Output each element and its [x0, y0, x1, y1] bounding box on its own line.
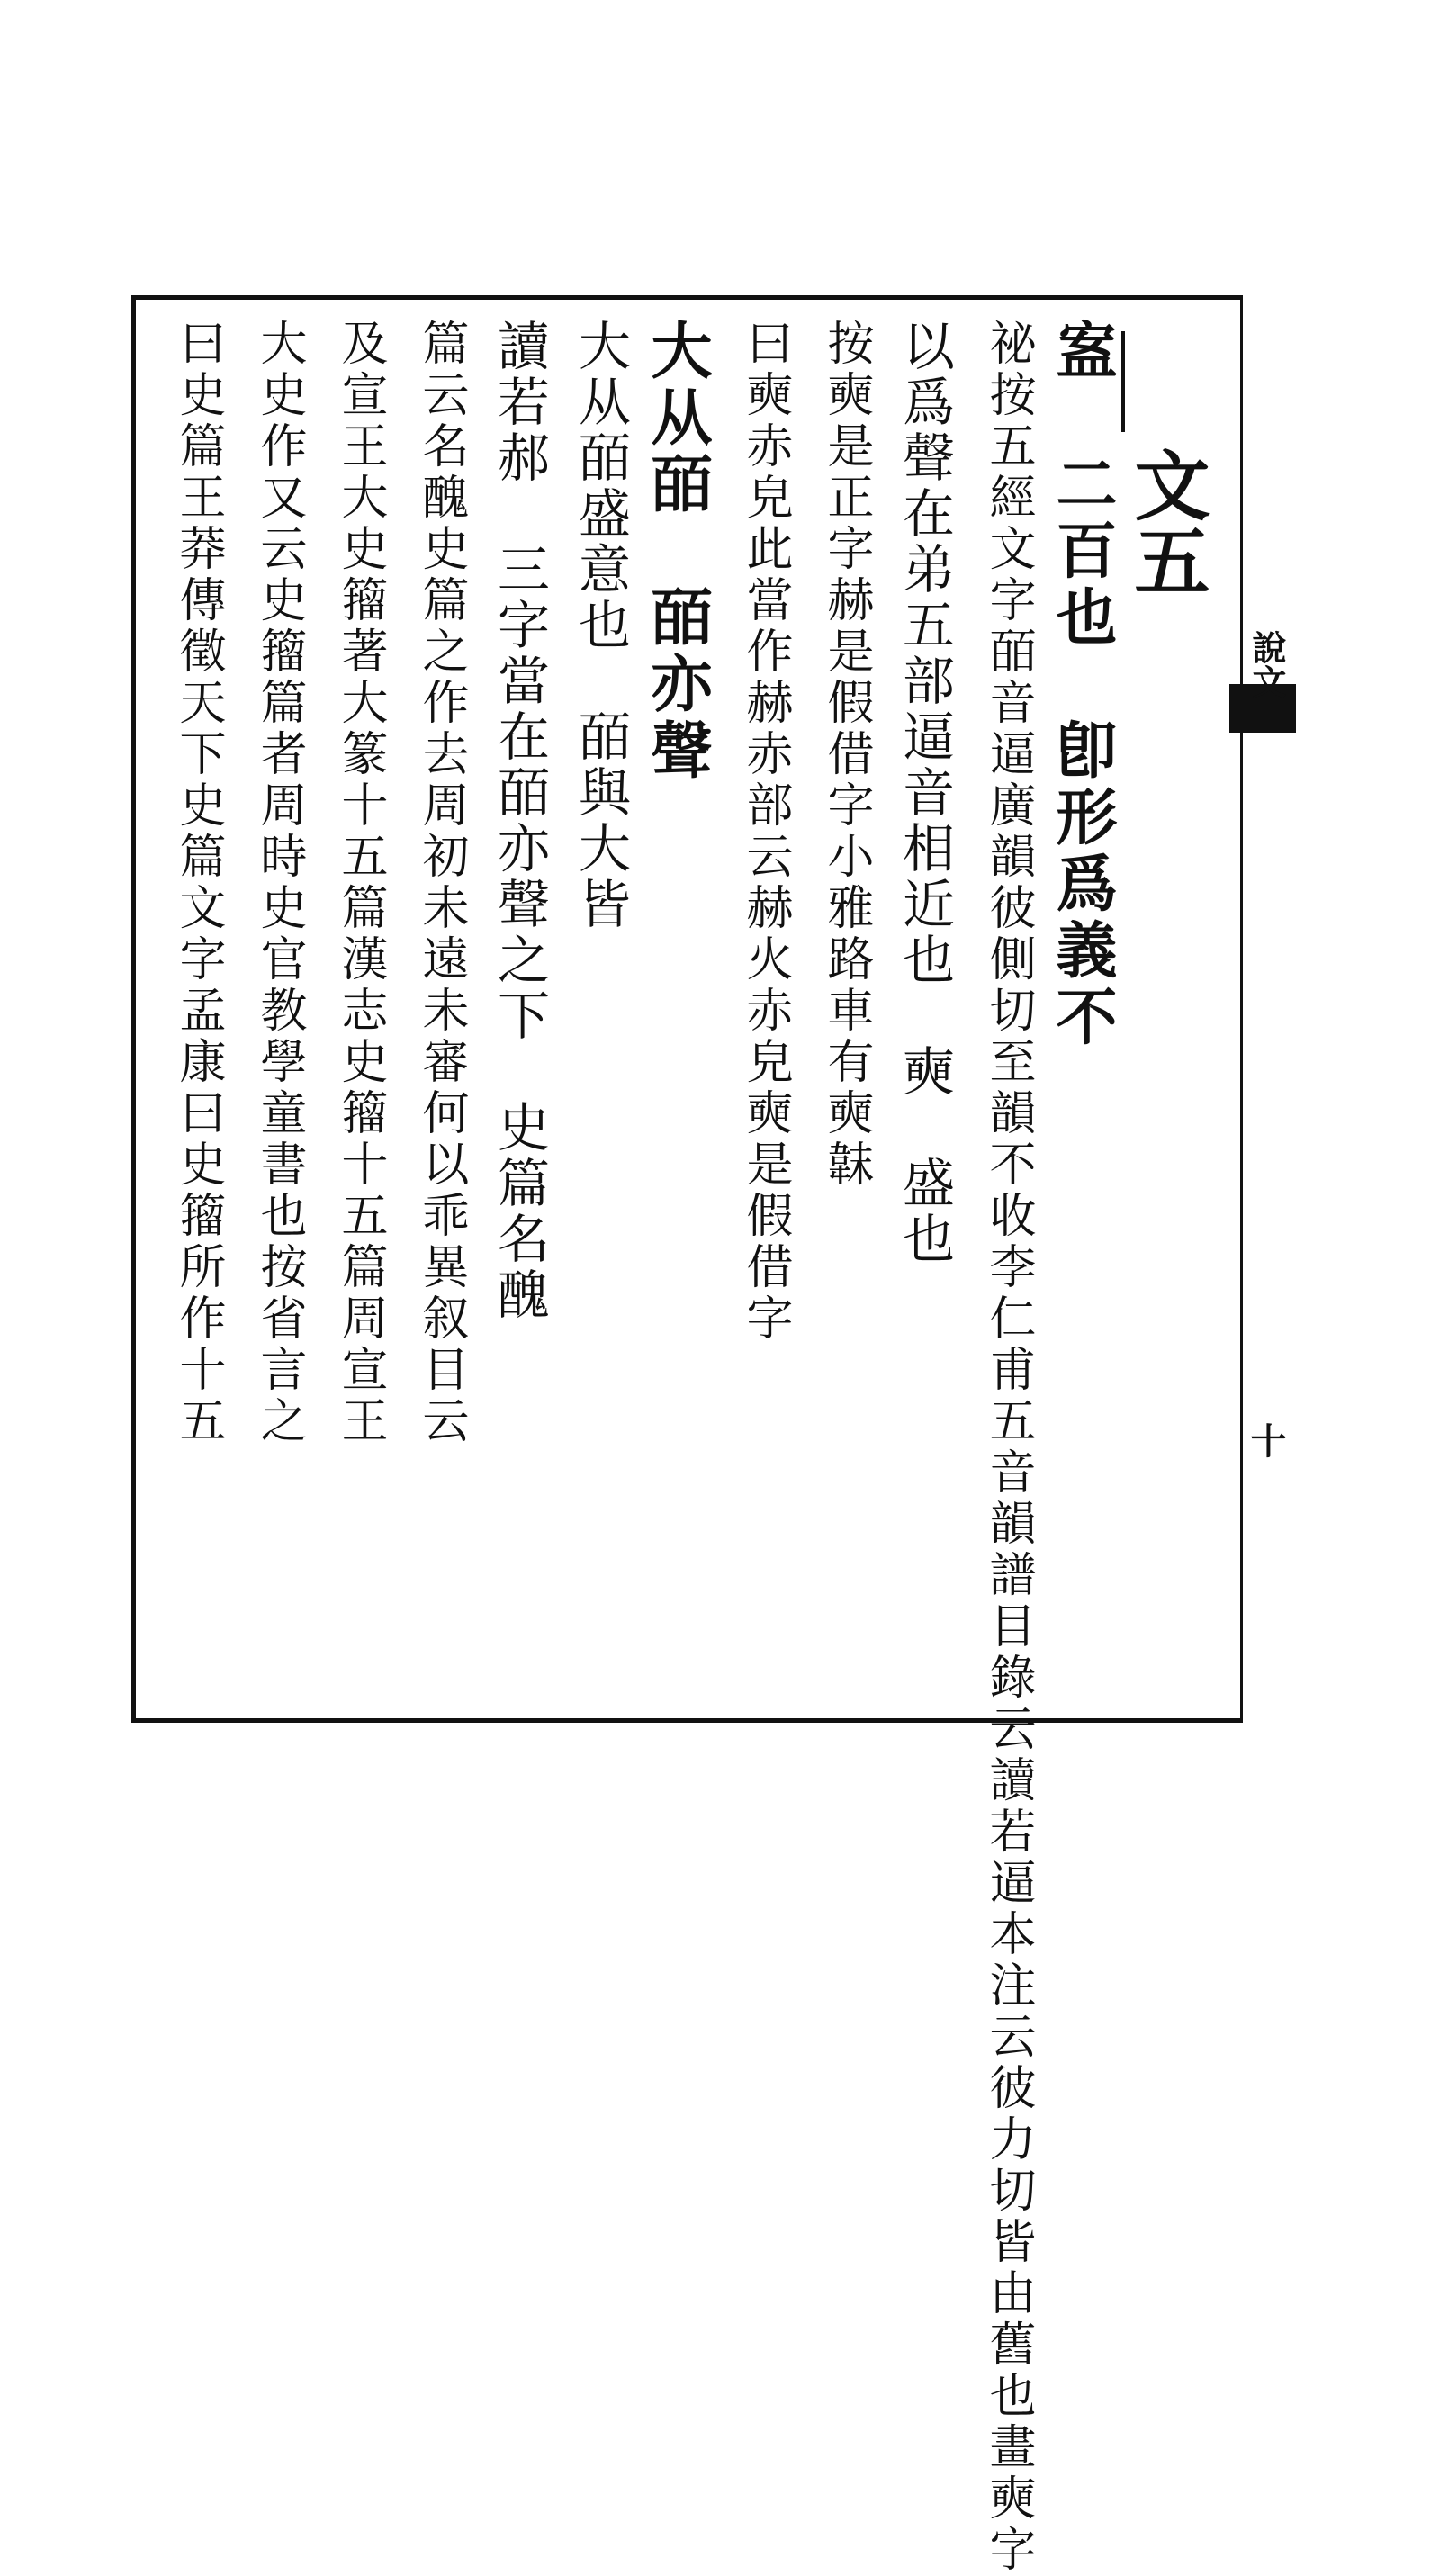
inner-rule-top: [1121, 331, 1125, 432]
margin-page-number: 十: [1245, 1422, 1287, 1458]
text-column: 祕按五經文字皕音逼廣韻彼側切至韻不收李仁甫五音韻譜目錄云讀若逼本注云彼力切皆由舊也畫奭字: [981, 319, 1035, 2576]
text-column: 曰史篇王莽傳徵天下史篇文字孟康曰史籀所作十五: [171, 319, 225, 1447]
text-body: [157, 319, 1118, 2576]
text-column: 大从皕盛意也 皕與大皆: [570, 319, 631, 932]
text-column: 讀若郝 三字當在皕亦聲之下 史篇名醜: [489, 319, 550, 1323]
text-column: 䀂 二百也 卽形爲義不: [1046, 319, 1118, 1051]
margin-title: 說文: [1246, 630, 1287, 698]
text-column: 以爲聲在弟五部逼音相近也 奭 盛也: [894, 319, 955, 1267]
text-column: 曰奭赤皃此當作赫赤部云赫火赤皃奭是假借字: [738, 319, 792, 1345]
text-column: 篇云名醜史篇之作去周初未遠未審何以乖異叙目云: [414, 319, 468, 1447]
text-column: 及宣王大史籀著大篆十五篇漢志史籀十五篇周宣王: [333, 319, 387, 1447]
text-column: 大史作又云史籀篇者周時史官教學童書也按省言之: [252, 319, 306, 1447]
text-column: 大从皕 皕亦聲: [641, 319, 713, 785]
text-column: 按奭是正字赫是假借字小雅路車有奭韎: [819, 319, 873, 1191]
chapter-heading: 文五: [1122, 446, 1211, 598]
margin-band: [1240, 295, 1287, 1723]
